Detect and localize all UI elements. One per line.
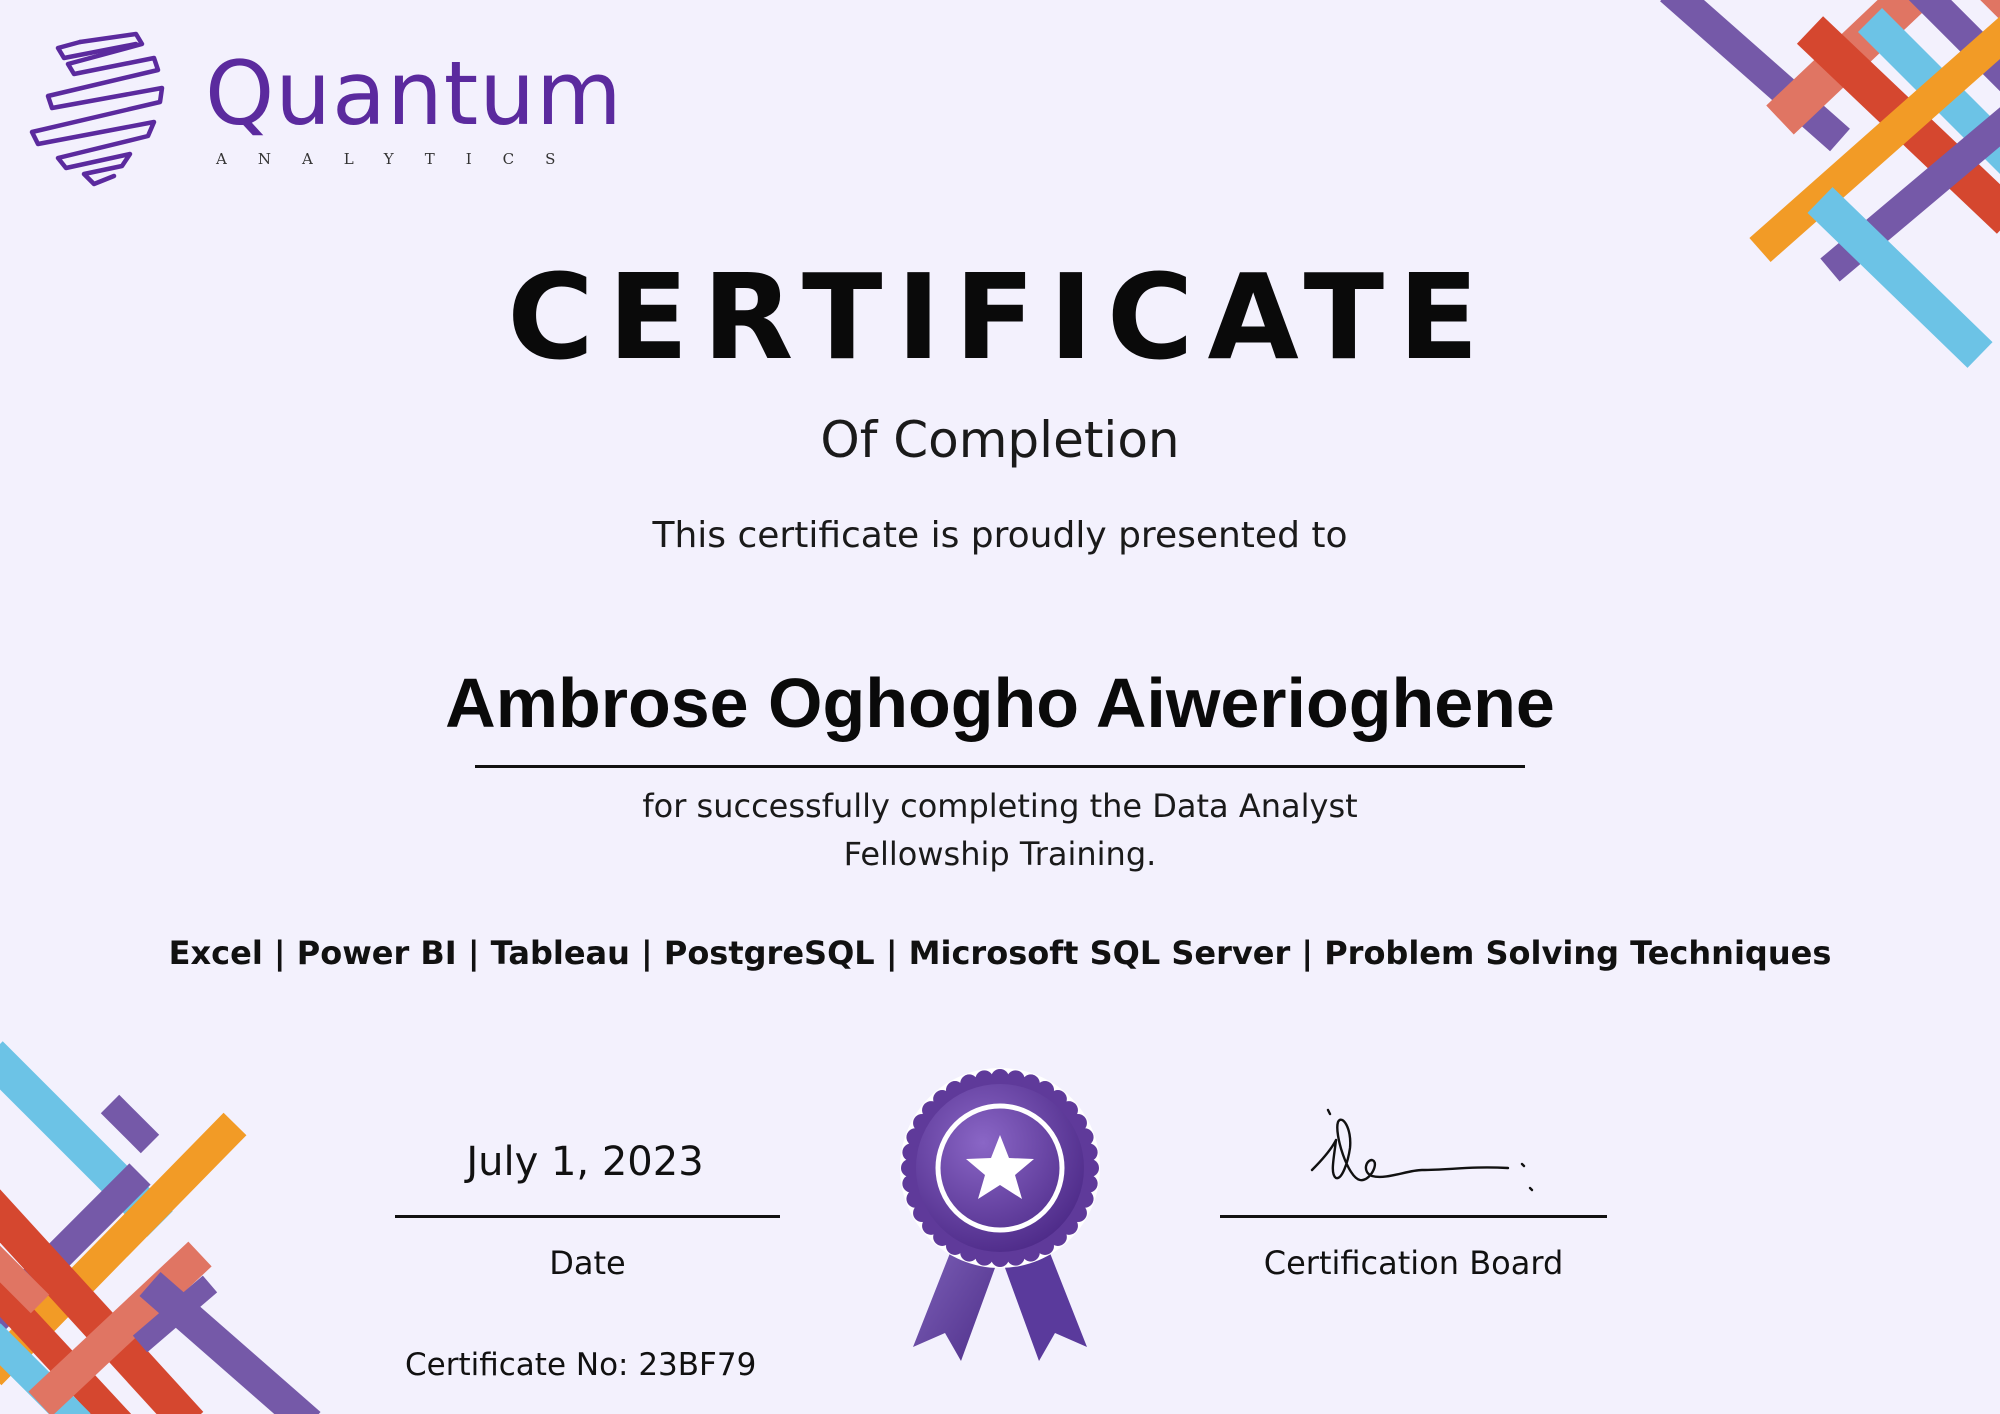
signature-underline [1220, 1215, 1607, 1218]
recipient-name: Ambrose Oghogho Aiwerioghene [445, 664, 1555, 742]
certificate-subtitle: Of Completion [820, 411, 1180, 469]
corner-decoration-bottom-left [0, 1024, 330, 1414]
logo-mark-icon [18, 30, 168, 190]
presented-to-text: This certificate is proudly presented to [652, 515, 1348, 556]
logo-wordmark: Quantum [205, 42, 623, 145]
date-label: Date [549, 1244, 626, 1282]
recipient-underline [475, 765, 1525, 768]
description-line-2: Fellowship Training. [843, 835, 1157, 873]
date-value: July 1, 2023 [466, 1139, 704, 1185]
signature-mark [1290, 1100, 1550, 1210]
certificate-title: CERTIFICATE [507, 248, 1493, 386]
description-line-1: for successfully completing the Data Analyst [642, 787, 1358, 825]
skills-list: Excel | Power BI | Tableau | PostgreSQL | Microsoft SQL Server | Problem Solving Techniques [168, 934, 1832, 972]
certificate-number: Certificate No: 23BF79 [405, 1347, 757, 1383]
logo-subtitle: ANALYTICS [216, 150, 587, 168]
star-award-seal-icon [895, 1065, 1105, 1365]
date-underline [395, 1215, 780, 1218]
signature-label: Certification Board [1263, 1244, 1564, 1282]
